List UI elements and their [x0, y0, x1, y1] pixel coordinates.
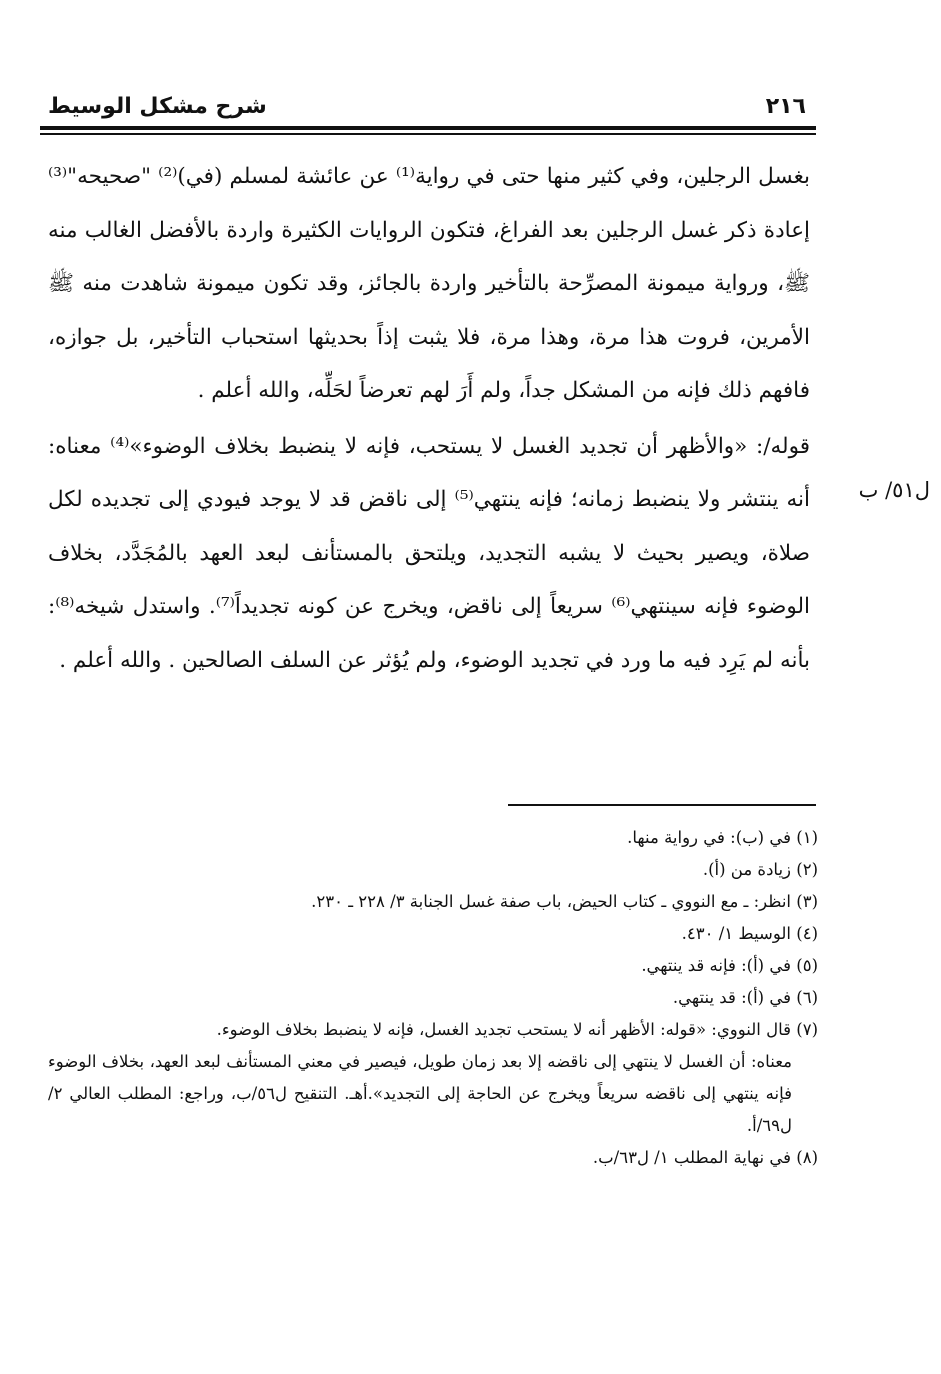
footnote-3: (٣) انظر: ـ مع النووي ـ كتاب الحيض، باب صفة غسل الجنابة ٣/ ٢٢٨ ـ ٢٣٠.: [311, 892, 818, 911]
paragraph-2: قوله/: «والأظهر أن تجديد الغسل لا يستحب، فإنه لا ينضبط بخلاف الوضوء»⁽⁴⁾ معناه: أنه ينتشر ولا ينضبط زمانه؛ فإنه ينتهي⁽⁵⁾ إلى ناقض قد لا يوجد فيودي إلى تجديده لكل صلاة، ويصير بحيث لا يشبه التجديد، ويلتحق بالمستأنف لبعد العهد بالمُجَدَّد، بخلاف الوضوء فإنه سينتهي⁽⁶⁾ سريعاً إلى ناقض، ويخرج عن كونه تجديداً⁽⁷⁾. واستدل شيخه⁽⁸⁾: بأنه لم يَرِد فيه ما ورد في تجديد الوضوء، ولم يُؤثر عن السلف الصالحين . والله أعلم .: [48, 433, 811, 673]
footnote-8: (٨) في نهاية المطلب ١/ ل٦٣/ب.: [592, 1148, 818, 1167]
footnote-7: (٧) قال النووي: «قوله: الأظهر أنه لا يستحب تجديد الغسل، فإنه لا ينضبط بخلاف الوضوء.: [216, 1020, 818, 1039]
footnote-1: (١) في (ب): في رواية منها.: [627, 828, 818, 847]
running-title: شرح مشكل الوسيط: [48, 94, 267, 119]
footnote-6: (٦) في (أ): قد ينتهي.: [672, 988, 818, 1007]
footnote-7-continuation: معناه: أن الغسل لا ينتهي إلى ناقضه إلا بعد زمان طويل، فيصير في معني المستأنف لبعد العهد، بخلاف الوضوء فإنه ينتهي إلى ناقضه سريعاً ويخرج عن الحاجة إلى التجديد».أهـ. التنقيح ل٥٦/ب، وراجع: المطلب العالي ٢/ ل٦٩/أ.: [48, 1052, 793, 1135]
page-header: [40, 94, 816, 122]
main-text: [48, 150, 810, 687]
footnotes: [48, 822, 818, 1174]
footnote-5: (٥) في (أ): فإنه قد ينتهي.: [641, 956, 818, 975]
header-rule-thin: [40, 133, 816, 135]
paragraph-1: بغسل الرجلين، وفي كثير منها حتى في رواية⁽¹⁾ عن عائشة لمسلم (في)⁽²⁾ "صحيحه"⁽³⁾ إعادة ذكر غسل الرجلين بعد الفراغ، فتكون الروايات الكثيرة واردة بالأفضل الغالب منه ﷺ، ورواية ميمونة المصرِّحة بالتأخير واردة بالجائز، وقد تكون ميمونة شاهدت منه ﷺ الأمرين، فروت هذا مرة، وهذا مرة، فلا يثبت إذاً بحديثها استحباب التأخير، بل جوازه، فافهم ذلك فإنه من المشكل جداً، ولم أَرَ لهم تعرضاً لحَلِّه، والله أعلم .: [48, 164, 810, 403]
footnote-2: (٢) زيادة من (أ).: [702, 860, 818, 879]
footnote-separator: [508, 804, 816, 806]
page-number: ٢١٦: [765, 94, 806, 119]
header-rule-thick: [40, 126, 816, 130]
manuscript-folio-note: ل٥١/ ب: [858, 478, 930, 502]
footnote-4: (٤) الوسيط ١/ ٤٣٠.: [681, 924, 818, 943]
